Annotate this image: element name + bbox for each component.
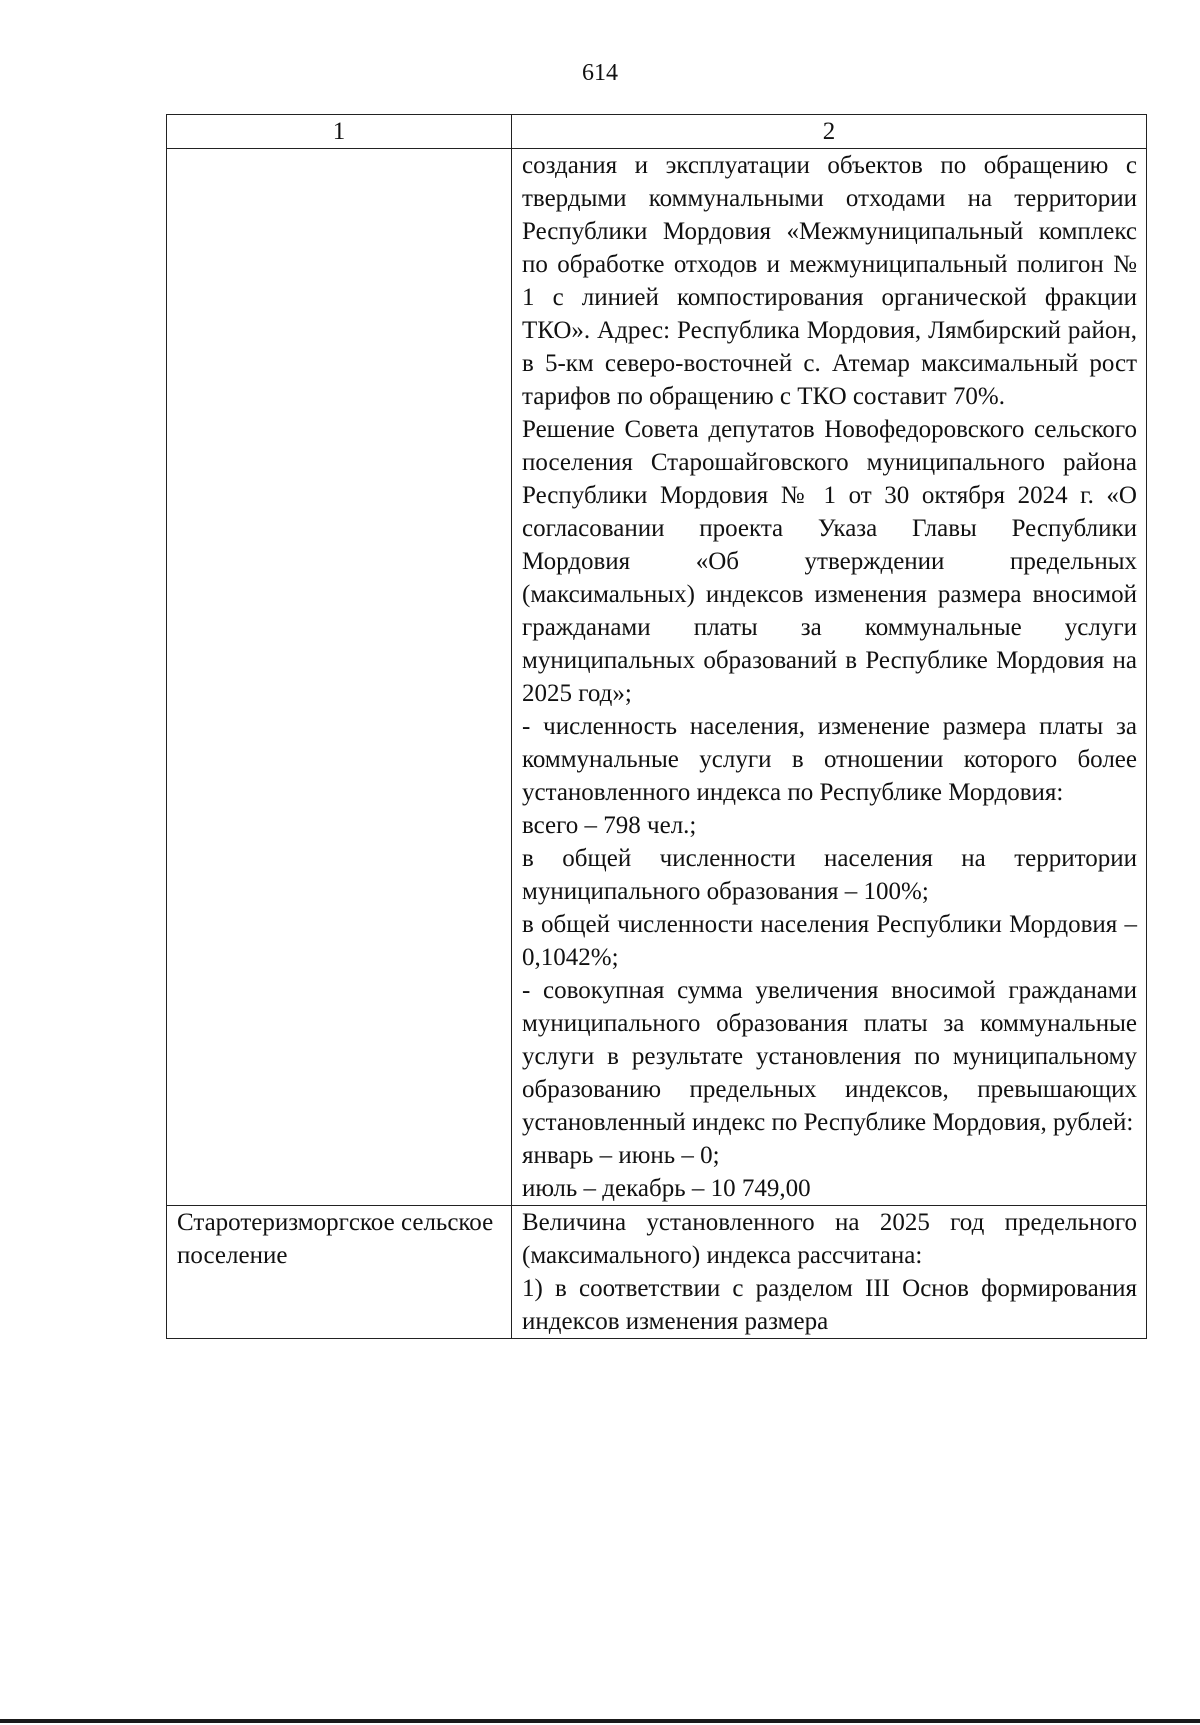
paragraph: всего – 798 чел.; [522,812,697,839]
paragraph: Решение Совета депутатов Новофедоровского сельского поселения Старошайговского муниципального района Республики Мордовия № 1 от 30 октября 2024 г. «О согласовании проекта Указа Главы Республики Мордовия «Об утверждении предельных (максимальных) индексов изменения размера вносимой гражданами платы за коммунальные услуги муниципальных образований в Республике Мордовия на 2025 год»; [522,416,1137,707]
scan-edge-line [0,1719,1200,1723]
municipality-cell [167,149,512,1206]
paragraph: в общей численности населения Республики Мордовия – 0,1042%; [522,911,1137,971]
paragraph: Величина установленного на 2025 год предельного (максимального) индекса рассчитана: [522,1209,1137,1269]
paragraph: в общей численности населения на территории муниципального образования – 100%; [522,845,1137,905]
description-cell [512,1206,1147,1339]
paragraph: июль – декабрь – 10 749,00 [522,1175,811,1202]
column-header-2: 2 [512,115,1147,149]
page-number: 614 [582,60,618,86]
paragraph: - совокупная сумма увеличения вносимой гражданами муниципального образования платы за коммунальные услуги в результате установления по муниципальному образованию предельных индексов, превышающих установленный индекс по Республике Мордовия, рублей: [522,977,1137,1136]
document-table [166,114,1147,1339]
paragraph: 1) в соответствии с разделом III Основ формирования индексов изменения размера [522,1275,1137,1335]
municipality-cell: Старотеризморгское сельское поселение [167,1206,512,1339]
table-row [167,149,1147,1206]
description-cell [512,149,1147,1206]
table-row [167,1206,1147,1339]
column-header-1: 1 [167,115,512,149]
table-header-row [167,115,1147,149]
paragraph: - численность населения, изменение размера платы за коммунальные услуги в отношении которого более установленного индекса по Республике Мордовия: [522,713,1137,806]
paragraph: создания и эксплуатации объектов по обращению с твердыми коммунальными отходами на территории Республики Мордовия «Межмуниципальный комплекс по обработке отходов и межмуниципальный полигон № 1 с линией компостирования органической фракции ТКО». Адрес: Республика Мордовия, Лямбирский район, в 5-км северо-восточней с. Атемар максимальный рост тарифов по обращению с ТКО составит 70%. [522,152,1137,410]
paragraph: январь – июнь – 0; [522,1142,720,1169]
